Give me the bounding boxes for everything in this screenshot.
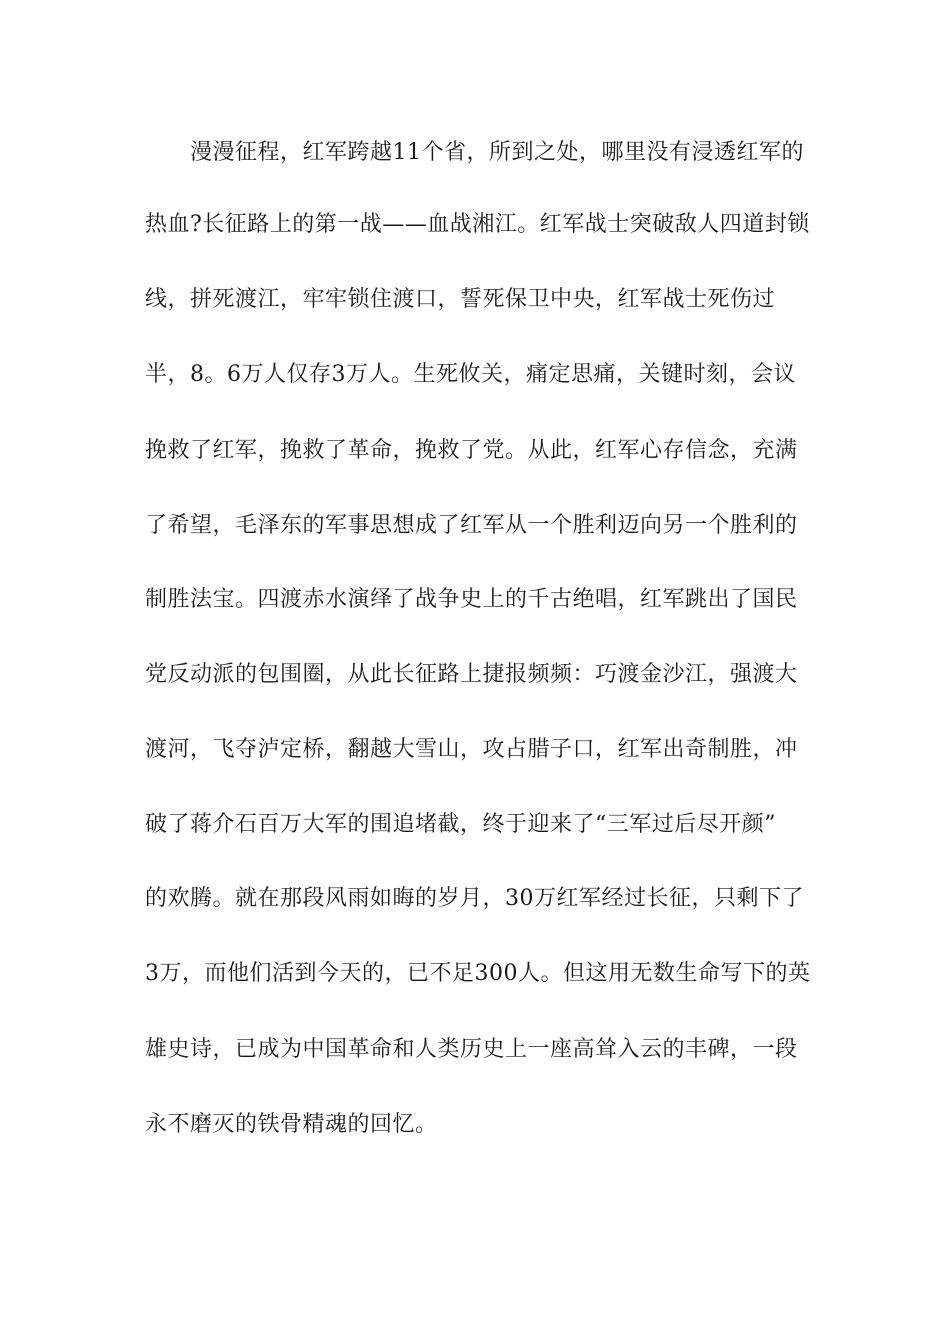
paragraph-line-6: 了希望，毛泽东的军事思想成了红军从一个胜利迈向另一个胜利的: [145, 513, 798, 538]
paragraph-line-12: 3万，而他们活到今天的，已不足300人。但这用无数生命写下的英: [145, 961, 811, 986]
paragraph-line-8: 党反动派的包围圈，从此长征路上捷报频频：巧渡金沙江，强渡大: [145, 662, 798, 687]
paragraph-line-2: 热血?长征路上的第一战——血战湘江。红军战士突破敌人四道封锁: [145, 212, 810, 237]
paragraph-line-10: 破了蒋介石百万大军的围追堵截，终于迎来了“三军过后尽开颜”: [145, 812, 776, 837]
paragraph-line-11: 的欢腾。就在那段风雨如晦的岁月，30万红军经过长征，只剩下了: [145, 886, 804, 911]
paragraph-line-9: 渡河，飞夺泸定桥，翻越大雪山，攻占腊子口，红军出奇制胜，冲: [145, 737, 798, 762]
paragraph-line-13: 雄史诗，已成为中国革命和人类历史上一座高耸入云的丰碑，一段: [145, 1037, 798, 1062]
paragraph-line-3: 线，拼死渡江，牢牢锁住渡口，誓死保卫中央，红军战士死伤过: [145, 287, 776, 312]
paragraph-line-14: 永不磨灭的铁骨精魂的回忆。: [145, 1112, 438, 1137]
paragraph-line-1: 漫漫征程，红军跨越11个省，所到之处，哪里没有浸透红军的: [190, 140, 804, 165]
paragraph-line-5: 挽救了红军，挽救了革命，挽救了党。从此，红军心存信念，充满: [145, 438, 798, 463]
paragraph-line-4: 半，8。6万人仅存3万人。生死攸关，痛定思痛，关键时刻，会议: [145, 362, 796, 387]
paragraph-line-7: 制胜法宝。四渡赤水演绎了战争史上的千古绝唱，红军跳出了国民: [145, 587, 798, 612]
